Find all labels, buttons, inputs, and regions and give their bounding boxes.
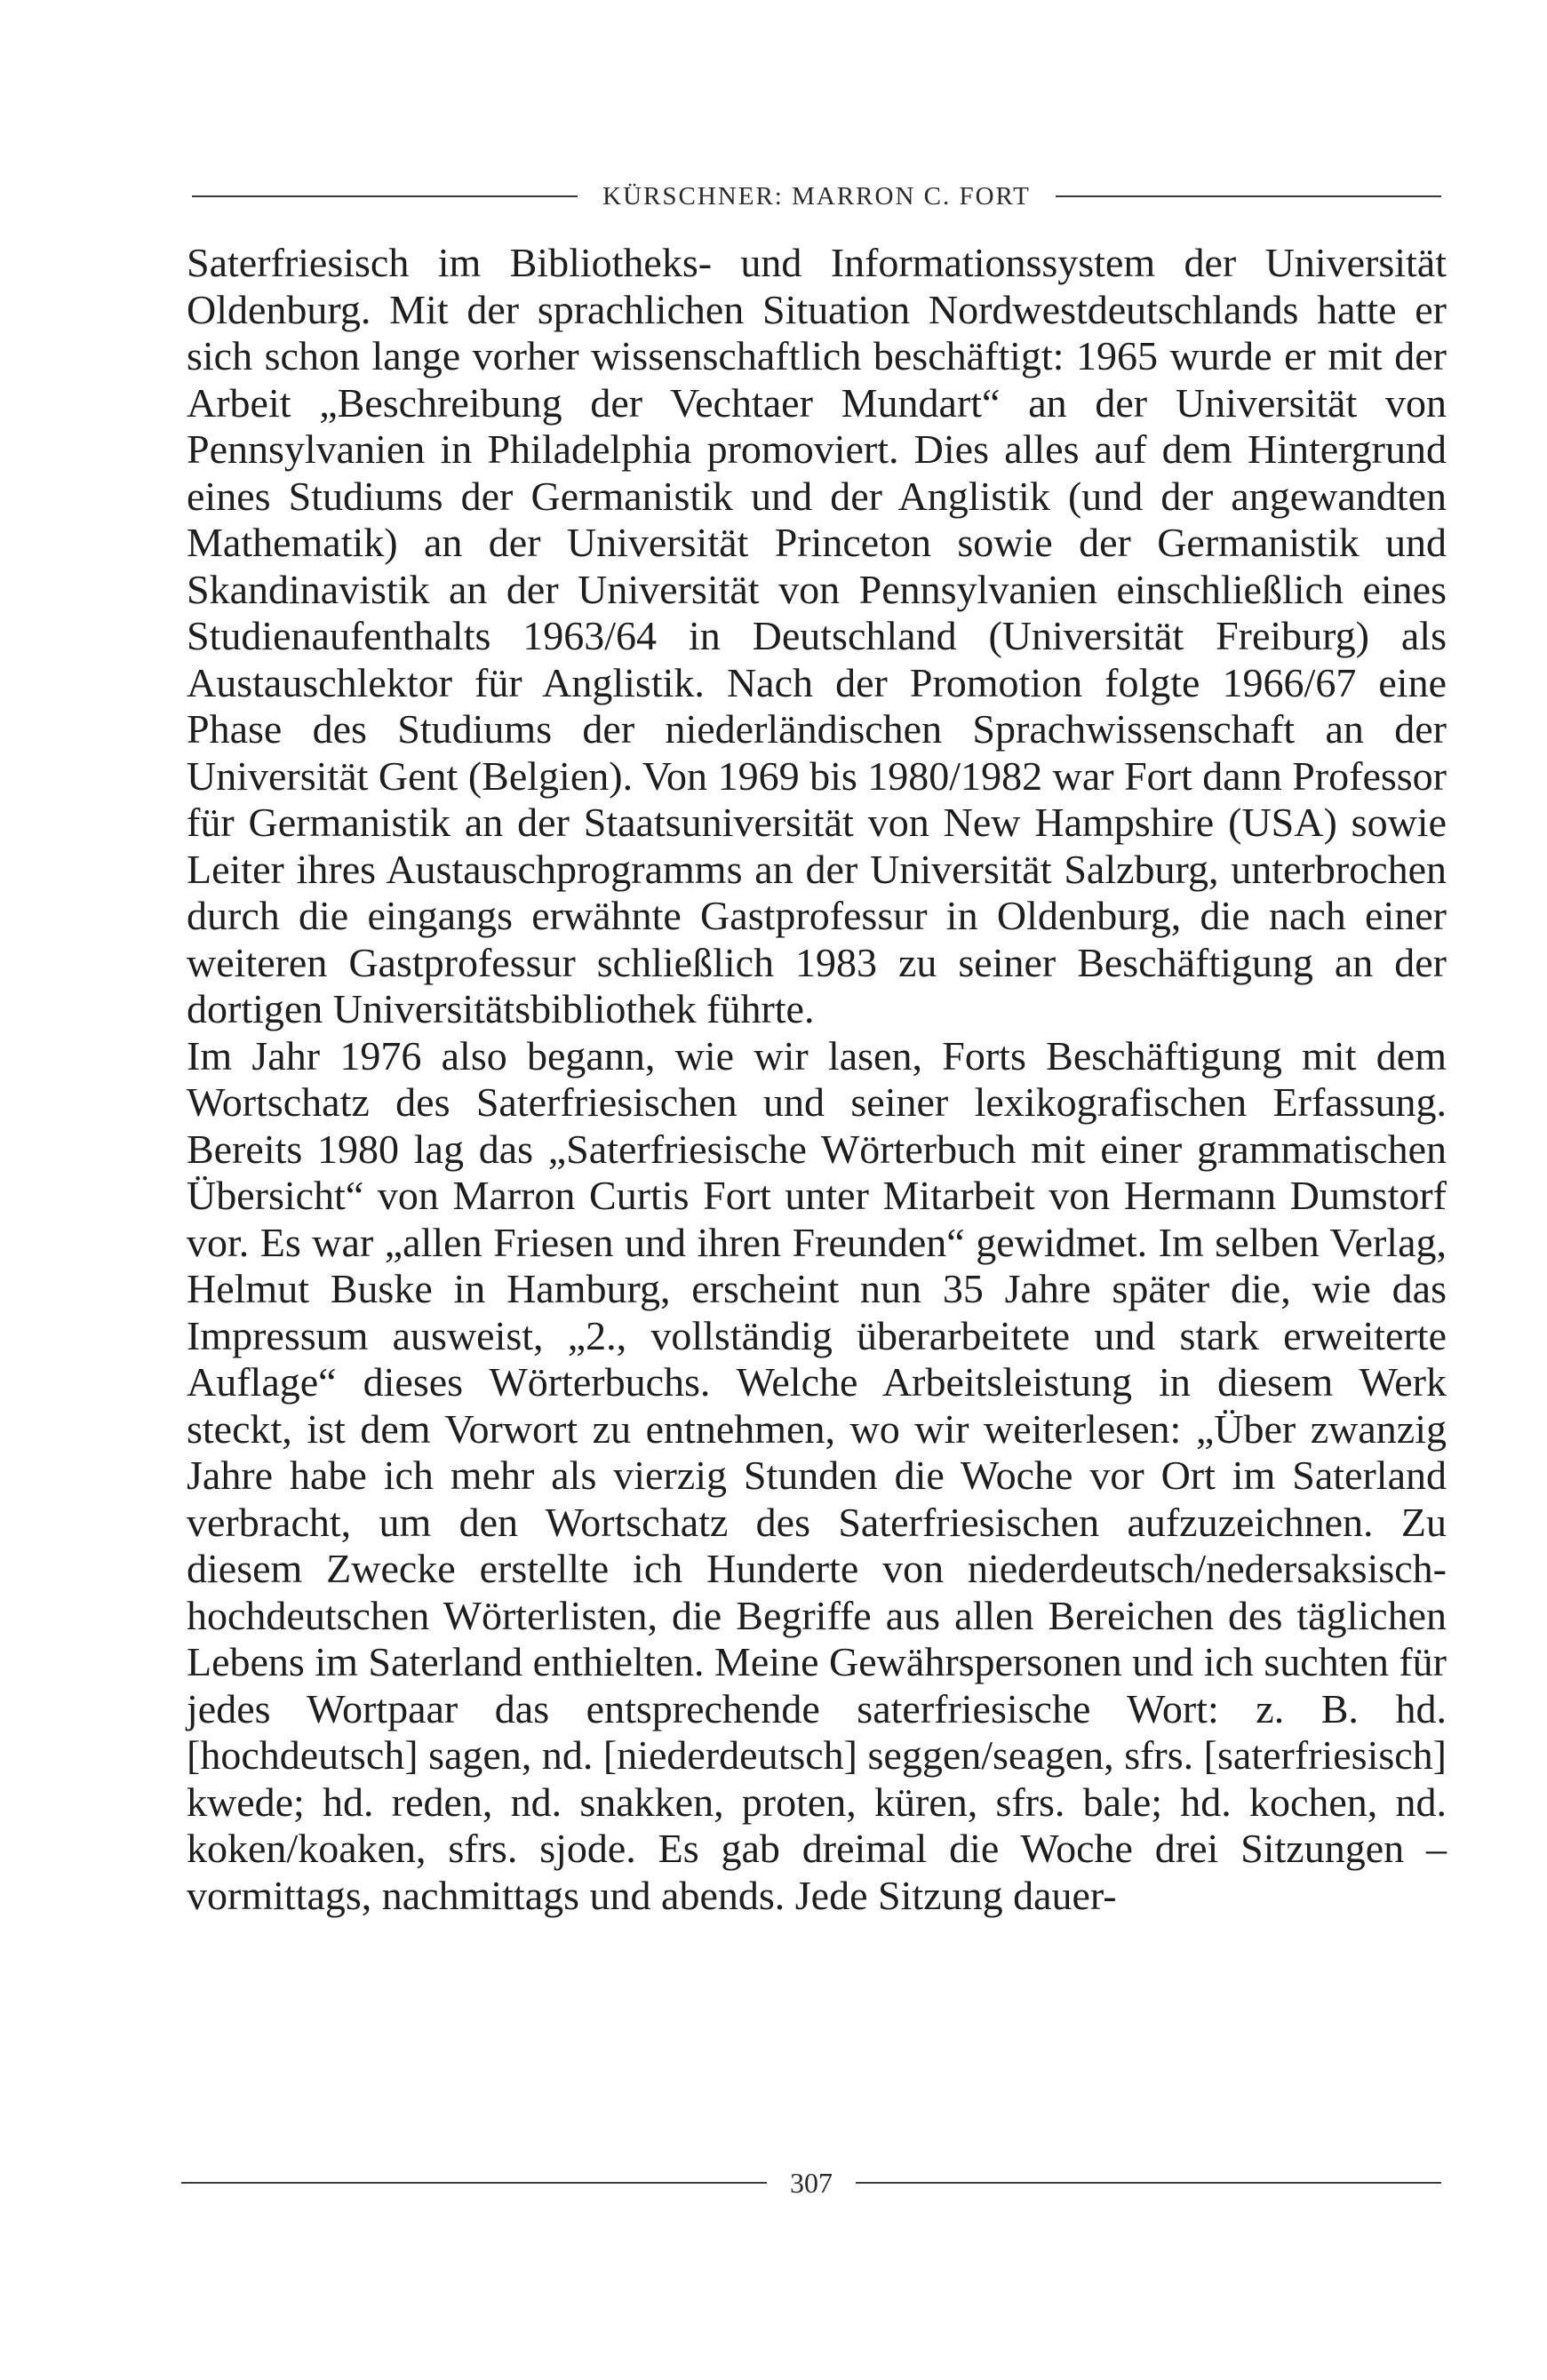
- footer-rule-left: [181, 2182, 767, 2184]
- page-footer: [181, 2161, 1441, 2204]
- running-head-title: KÜRSCHNER: MARRON C. FORT: [602, 181, 1031, 211]
- footer-rule-right: [856, 2182, 1441, 2184]
- body-text: [187, 240, 1447, 1919]
- page-number: 307: [790, 2166, 833, 2199]
- header-rule-right: [1056, 195, 1441, 197]
- running-header: [192, 174, 1441, 219]
- header-rule-left: [192, 195, 578, 197]
- paragraph: Saterfriesisch im Bibliotheks- und Informationssystem der Universität Oldenburg. Mit der sprachlichen Situation Nordwestdeutschlands hatte er sich schon lange vorher wissenschaftlich beschäftigt: 1965 wurde er mit der Arbeit „Beschreibung der Vechtaer Mundart“ an der Universität von Pennsylvanien in Philadelphia promoviert. Dies alles auf dem Hintergrund eines Studiums der Germanistik und der Anglistik (und der angewandten Mathematik) an der Universität Princeton sowie der Germanistik und Skandinavistik an der Universität von Pennsylvanien einschließlich eines Studienaufenthalts 1963/64 in Deutschland (Universität Freiburg) als Austauschlektor für Anglistik. Nach der Promotion folgte 1966/67 eine Phase des Studiums der niederländischen Sprachwissenschaft an der Universität Gent (Belgien). Von 1969 bis 1980/1982 war Fort dann Professor für Germanistik an der Staatsuniversität von New Hampshire (USA) sowie Leiter ihres Austauschprogramms an der Universität Salzburg, unterbrochen durch die eingangs erwähnte Gastprofessur in Oldenburg, die nach einer weiteren Gastprofessur schließlich 1983 zu seiner Beschäftigung an der dortigen Universitätsbibliothek führte.: [187, 240, 1447, 1031]
- paragraph: Im Jahr 1976 also begann, wie wir lasen, Forts Beschäftigung mit dem Wortschatz des Saterfriesischen und seiner lexikografischen Erfassung. Bereits 1980 lag das „Saterfriesische Wörterbuch mit einer grammatischen Übersicht“ von Marron Curtis Fort unter Mitarbeit von Hermann Dumstorf vor. Es war „allen Friesen und ihren Freunden“ gewidmet. Im selben Verlag, Helmut Buske in Hamburg, erscheint nun 35 Jahre später die, wie das Impressum ausweist, „2., vollständig überarbeitete und stark erweiterte Auflage“ dieses Wörterbuchs. Welche Arbeitsleistung in diesem Werk steckt, ist dem Vorwort zu entnehmen, wo wir weiterlesen: „Über zwanzig Jahre habe ich mehr als vierzig Stunden die Woche vor Ort im Saterland verbracht, um den Wortschatz des Saterfriesischen aufzuzeichnen. Zu diesem Zwecke erstellte ich Hunderte von niederdeutsch/nedersaksisch-hochdeutschen Wörterlisten, die Begriffe aus allen Bereichen des täglichen Lebens im Saterland enthielten. Meine Gewährspersonen und ich suchten für jedes Wortpaar das entsprechende saterfriesische Wort: z. B. hd. [hochdeutsch] sagen, nd. [niederdeutsch] seggen/seagen, sfrs. [saterfriesisch] kwede; hd. reden, nd. snakken, proten, küren, sfrs. bale; hd. kochen, nd. koken/koaken, sfrs. sjode. Es gab dreimal die Woche drei Sitzungen – vormittags, nachmittags und abends. Jede Sitzung dauer-: [187, 1032, 1447, 1918]
